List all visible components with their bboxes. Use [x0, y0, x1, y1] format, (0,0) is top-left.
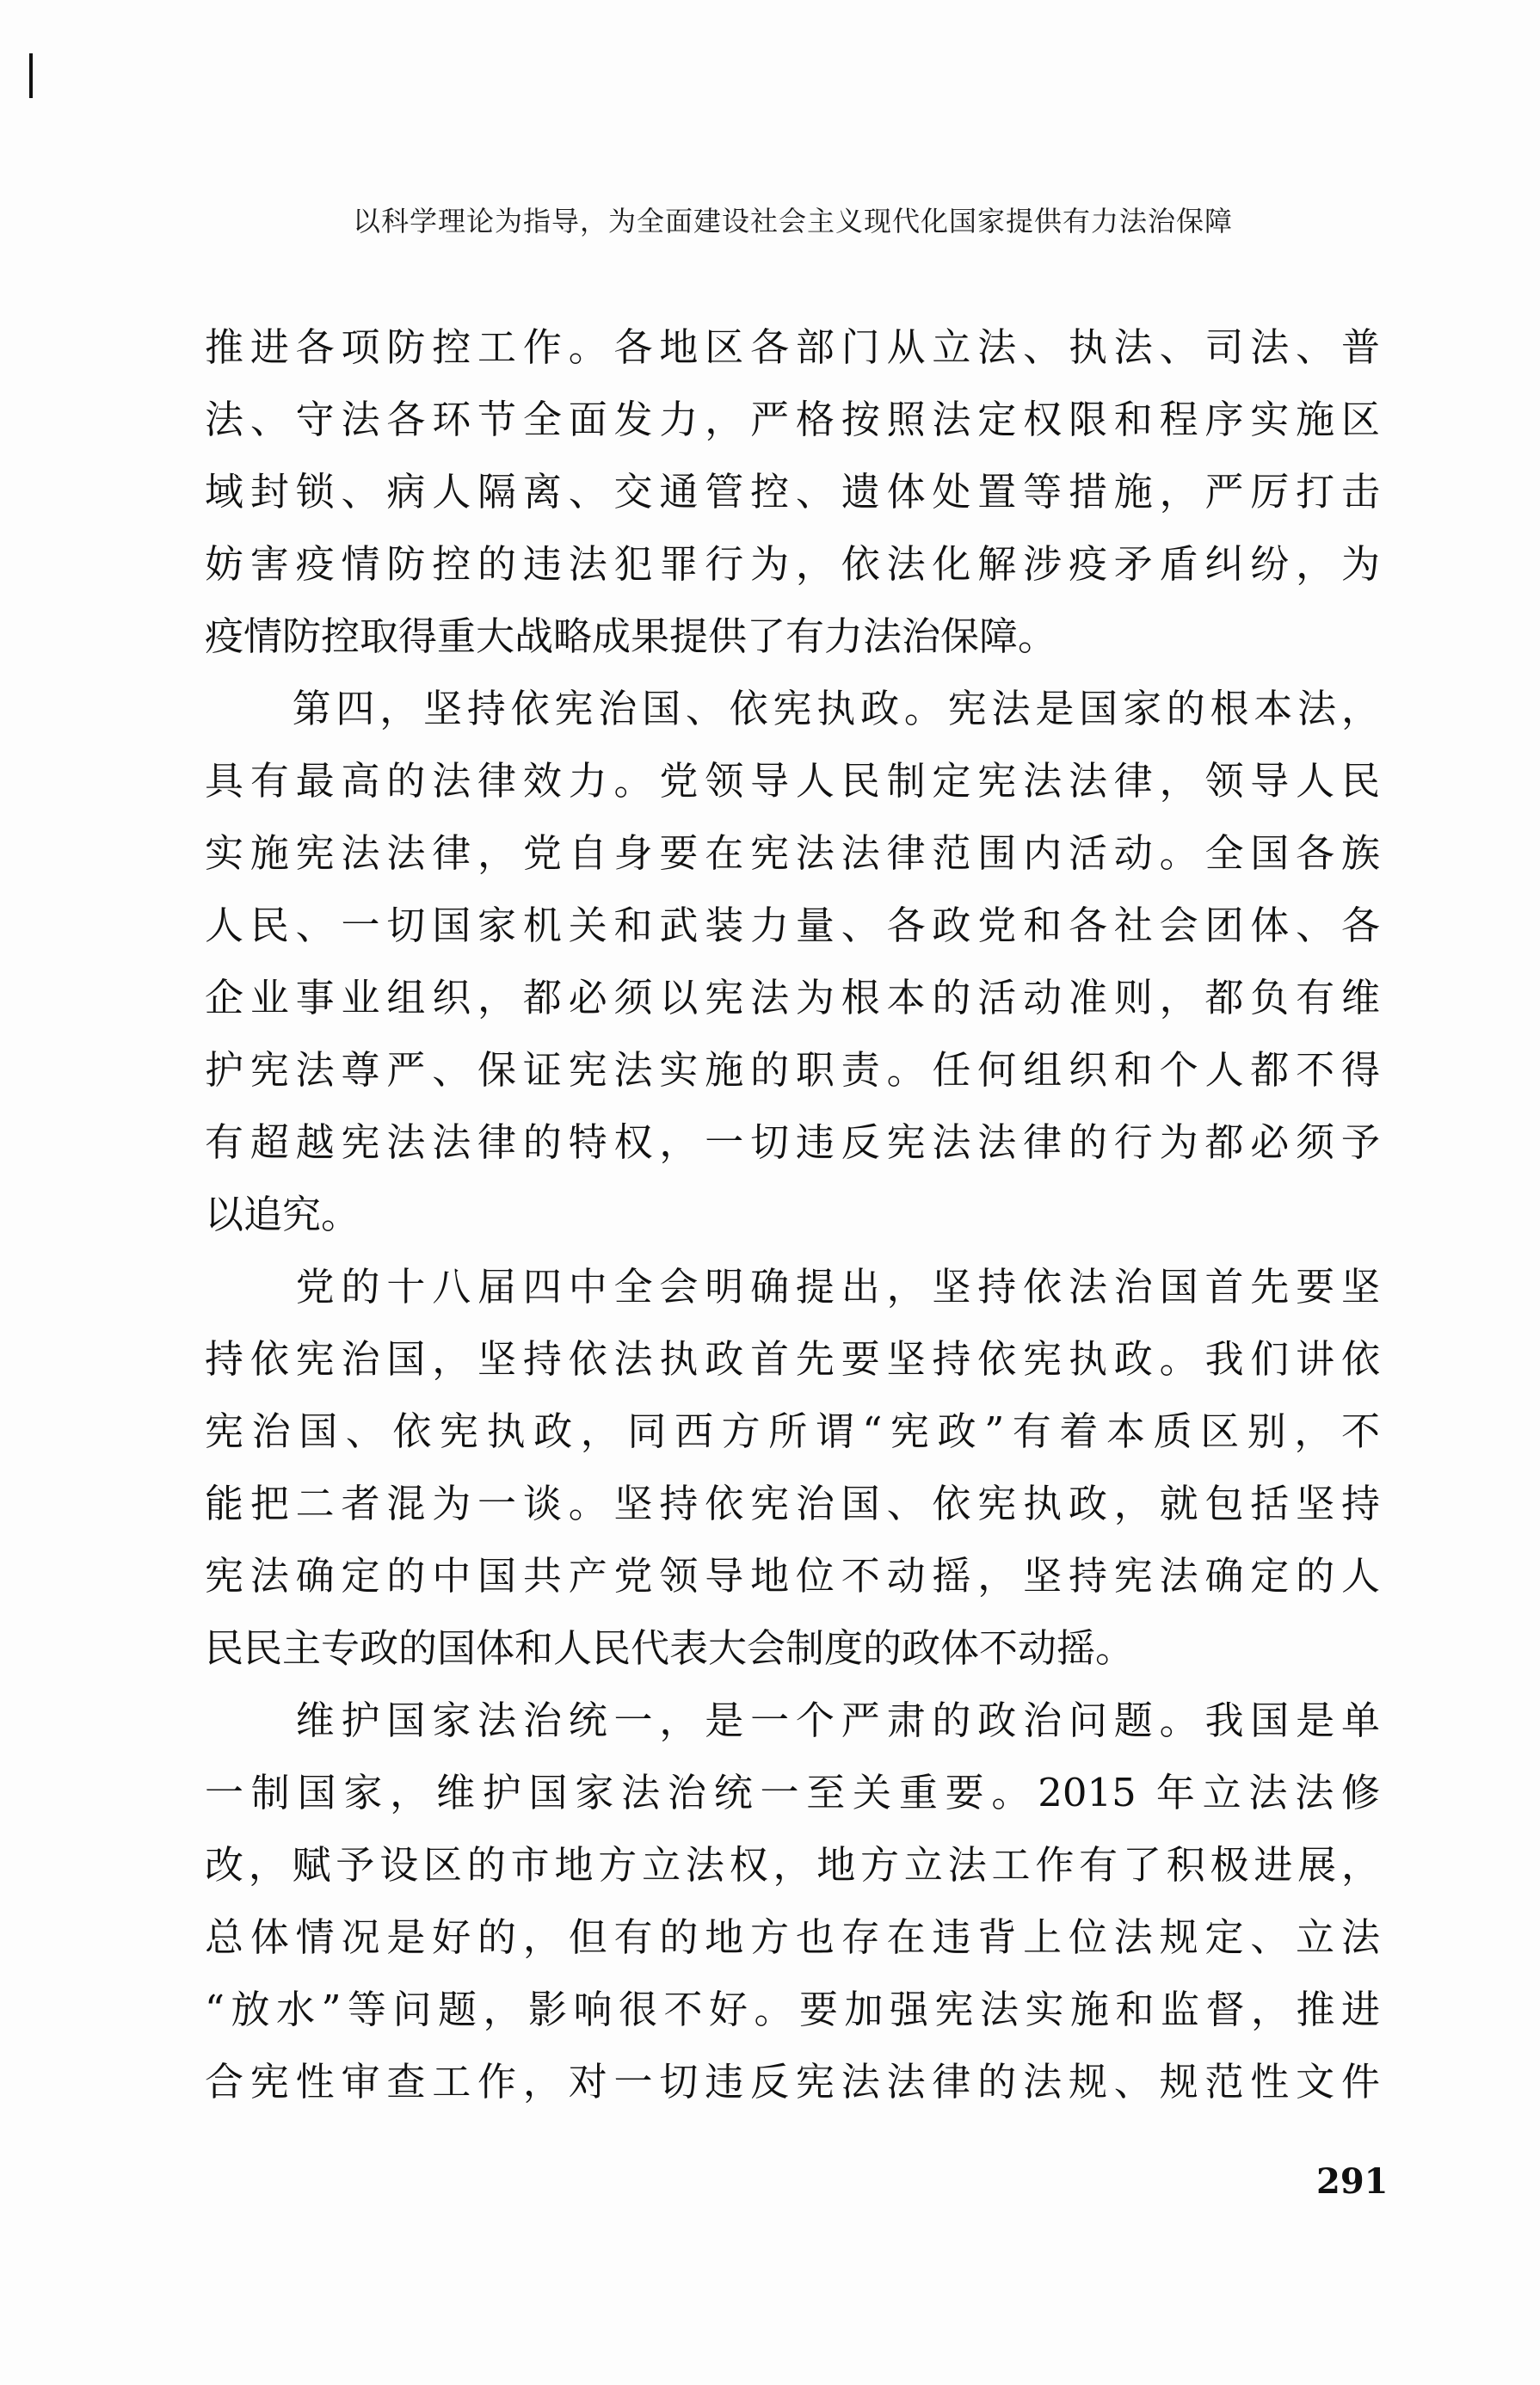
text-line: 域封锁、病人隔离、交通管控、遗体处置等措施，严厉打击 — [205, 469, 1380, 515]
text-line: 疫情防控取得重大战略成果提供了有力法治保障。 — [205, 613, 1057, 659]
text-line: 具有最高的法律效力。党领导人民制定宪法法律，领导人民 — [205, 758, 1380, 804]
text-line: 一制国家，维护国家法治统一至关重要。2015 年立法法修 — [205, 1770, 1380, 1815]
text-line: 推进各项防控工作。各地区各部门从立法、执法、司法、普 — [205, 324, 1380, 370]
text-line: 宪法确定的中国共产党领导地位不动摇，坚持宪法确定的人 — [205, 1553, 1380, 1599]
text-line: 人民、一切国家机关和武装力量、各政党和各社会团体、各 — [205, 903, 1380, 948]
text-line: “放水”等问题，影响很不好。要加强宪法实施和监督，推进 — [205, 1987, 1380, 2032]
text-line: 维护国家法治统一，是一个严肃的政治问题。我国是单 — [205, 1698, 1380, 1743]
text-line: 宪治国、依宪执政，同西方所谓“宪政”有着本质区别，不 — [205, 1408, 1380, 1454]
text-line: 妨害疫情防控的违法犯罪行为，依法化解涉疫矛盾纠纷，为 — [205, 541, 1380, 587]
text-line: 合宪性审查工作，对一切违反宪法法律的法规、规范性文件 — [205, 2059, 1380, 2105]
text-line: 能把二者混为一谈。坚持依宪治国、依宪执政，就包括坚持 — [205, 1481, 1380, 1526]
text-line: 持依宪治国，坚持依法执政首先要坚持依宪执政。我们讲依 — [205, 1336, 1380, 1382]
text-line: 第四，坚持依宪治国、依宪执政。宪法是国家的根本法， — [205, 686, 1380, 731]
text-line: 以追究。 — [205, 1192, 360, 1237]
text-line: 党的十八届四中全会明确提出，坚持依法治国首先要坚 — [205, 1264, 1380, 1310]
text-line: 有超越宪法法律的特权，一切违反宪法法律的行为都必须予 — [205, 1119, 1380, 1165]
text-line: 企业事业组织，都必须以宪法为根本的活动准则，都负有维 — [205, 975, 1380, 1020]
text-line: 法、守法各环节全面发力，严格按照法定权限和程序实施区 — [205, 397, 1380, 442]
text-line: 护宪法尊严、保证宪法实施的职责。任何组织和个人都不得 — [205, 1047, 1380, 1093]
text-line: 民民主专政的国体和人民代表大会制度的政体不动摇。 — [205, 1625, 1135, 1671]
text-line: 总体情况是好的，但有的地方也存在违背上位法规定、立法 — [205, 1914, 1380, 1960]
text-line: 实施宪法法律，党自身要在宪法法律范围内活动。全国各族 — [205, 830, 1380, 876]
page-number: 291 — [1316, 2161, 1389, 2202]
text-line: 改，赋予设区的市地方立法权，地方立法工作有了积极进展， — [205, 1842, 1380, 1888]
body-text — [205, 311, 1380, 2118]
page-edge-mark — [29, 53, 33, 98]
running-header: 以科学理论为指导，为全面建设社会主义现代化国家提供有力法治保障 — [353, 205, 1234, 237]
